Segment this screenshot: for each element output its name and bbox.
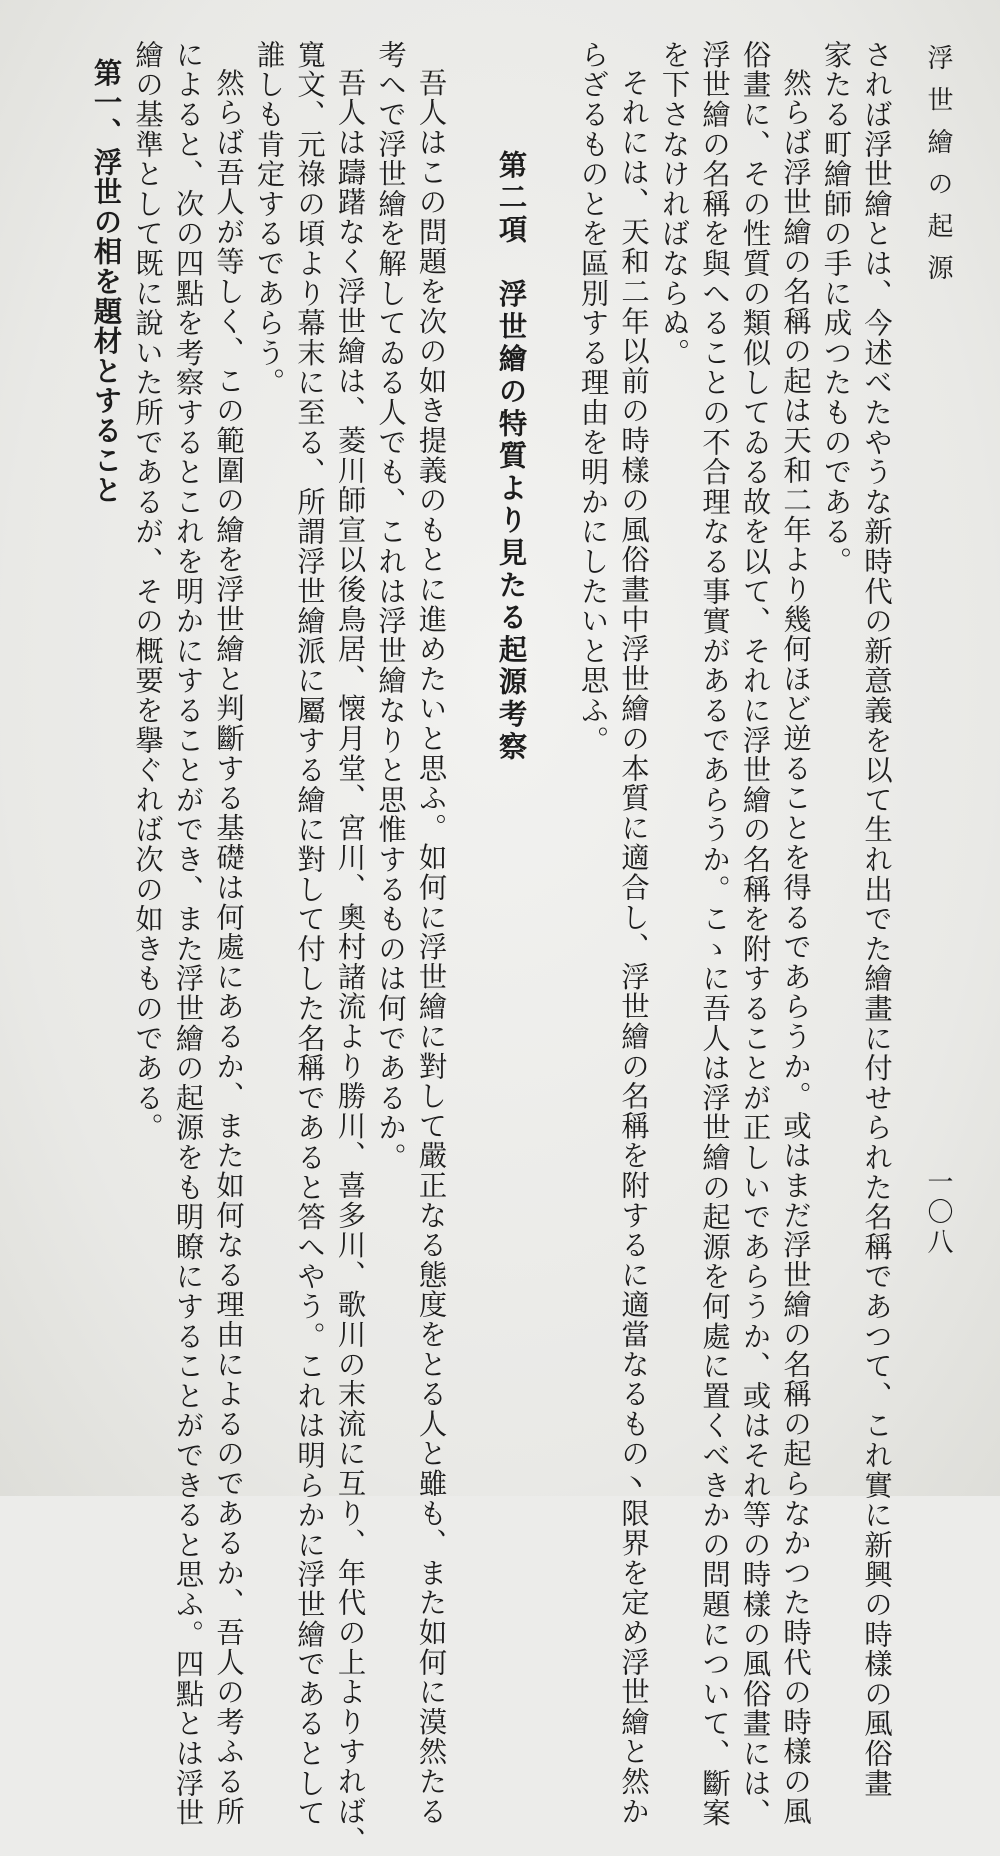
blank-line xyxy=(532,40,573,1480)
section-heading: 第二項 浮世繪の特質より見たる起源考察 xyxy=(494,150,529,764)
list-item-heading: 第一、浮世の相を題材とすること xyxy=(89,58,124,505)
running-head-title: 浮世繪の起源 xyxy=(923,44,953,296)
running-head xyxy=(918,44,958,444)
text-line: 然らば浮世繪の名稱の起は天和二年より幾何ほど逆ることを得るであらうか。或はまだ浮世繪の名稱の起らなかつた時代の時樣の風 xyxy=(779,68,812,1827)
text-line: 家たる町繪師の手に成つたものである。 xyxy=(819,40,853,577)
text-line: 考へで浮世繪を解してゐる人でも、これは浮世繪なりと思惟するものは何であるか。 xyxy=(374,40,407,1173)
text-line: されば浮世繪とは、今述べたやうな新時代の新意義を以て生れ出でた繪畫に付せられた名稱であつて、これ實に新興の時樣の風俗畫 xyxy=(860,40,893,1799)
blank-line xyxy=(451,40,492,1480)
body-text xyxy=(86,40,896,1856)
text-line: それには、天和二年以前の時樣の風俗畫中浮世繪の本質に適合し、浮世繪の名稱を附するに適當なるもの丶限界を定め浮世繪と然か xyxy=(617,68,650,1827)
text-line: によると、次の四點を考察するとこれを明かにすることができ、また浮世繪の起源をも明瞭にすることができると思ふ。四點とは浮世 xyxy=(171,40,205,1828)
text-line: 吾人は躊躇なく浮世繪は、菱川師宣以後鳥居、懐月堂、宮川、奧村諸流より勝川、喜多川、歌川の末流に互り、年代の上よりすれば、 xyxy=(333,68,367,1856)
text-line: を下さなければならぬ。 xyxy=(657,40,691,368)
text-line: 然らば吾人が等しく、この範圍の繪を浮世繪と判斷する基礎は何處にあるか、また如何なる理由によるのであるか、吾人の考ふる所 xyxy=(212,68,245,1827)
text-line: 浮世繪の名稱を與へることの不合理なる事實があるであらうか。こゝに吾人は浮世繪の起源を何處に置くべきかの問題について、斷案 xyxy=(698,40,731,1828)
text-line: 俗畫に、その性質の類似してゐる故を以て、それに浮世繪の名稱を附することが正しいであらうか、或はそれ等の時樣の風俗畫には、 xyxy=(738,40,772,1828)
text-line: 繪の基準として既に說いた所であるが、その概要を擧ぐれば次の如きものである。 xyxy=(131,40,164,1143)
page-number: 一〇八 xyxy=(923,1168,953,1258)
text-line: 吾人はこの問題を次の如き提義のもとに進めたいと思ふ。如何に浮世繪に對して嚴正なる態度をとる人と雖も、また如何に漠然たる xyxy=(414,68,448,1827)
text-line: 寬文、元祿の頃より幕末に至る、所謂浮世繪派に屬する繪に對して付した名稱であると答へやう。これは明らかに浮世繪であるとして xyxy=(293,40,326,1828)
text-line: らざるものとを區別する理由を明かにしたいと思ふ。 xyxy=(576,40,610,756)
text-line: 誰しも肯定するであらう。 xyxy=(252,40,286,398)
